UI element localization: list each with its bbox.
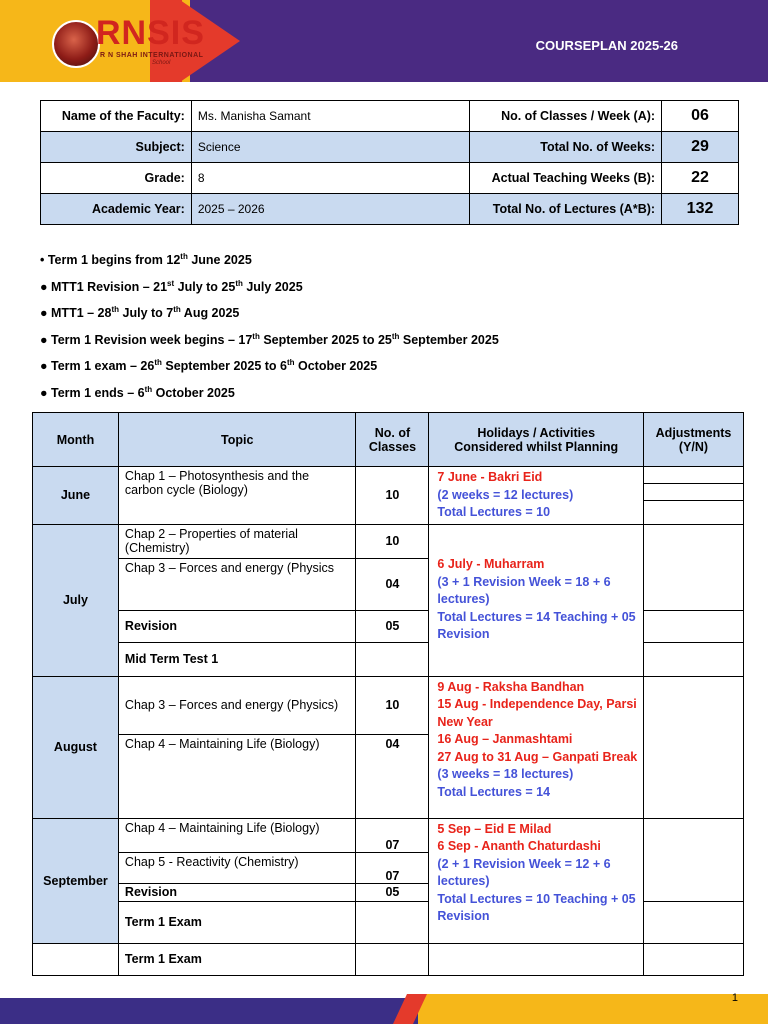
course-plan-table bbox=[32, 412, 744, 976]
adjustment-cell bbox=[644, 467, 744, 525]
faculty-value: Ms. Manisha Samant bbox=[191, 101, 470, 132]
topic-cell: Chap 5 - Reactivity (Chemistry) bbox=[118, 852, 356, 883]
page-number: 1 bbox=[731, 992, 738, 1004]
info-row bbox=[41, 194, 739, 225]
topic-cell: Chap 1 – Photosynthesis and the carbon cycle (Biology) bbox=[118, 467, 356, 525]
term-schedule-list bbox=[40, 252, 499, 412]
adjustment-cell bbox=[644, 943, 744, 975]
page-footer bbox=[0, 994, 768, 1024]
topic-cell: Term 1 Exam bbox=[118, 943, 356, 975]
holidays-cell: 7 June - Bakri Eid (2 weeks = 12 lectures) Total Lectures = 10 bbox=[429, 467, 644, 525]
topic-cell: Chap 4 – Maintaining Life (Biology) bbox=[118, 734, 356, 818]
classes-cell: 10 bbox=[356, 467, 429, 525]
topic-cell: Mid Term Test 1 bbox=[118, 642, 356, 676]
holidays-header: Holidays / Activities Considered whilst Planning bbox=[429, 413, 644, 467]
classes-per-week-label: No. of Classes / Week (A): bbox=[470, 101, 662, 132]
classes-cell: 10 bbox=[356, 676, 429, 734]
subject-label: Subject: bbox=[41, 132, 192, 163]
classes-cell: 05 bbox=[356, 883, 429, 901]
topic-cell: Term 1 Exam bbox=[118, 901, 356, 943]
info-row bbox=[41, 101, 739, 132]
month-header: Month bbox=[33, 413, 119, 467]
adjustments-header: Adjustments (Y/N) bbox=[644, 413, 744, 467]
info-row bbox=[41, 132, 739, 163]
month-august: August bbox=[33, 676, 119, 818]
total-lectures-label: Total No. of Lectures (A*B): bbox=[470, 194, 662, 225]
classes-cell: 10 bbox=[356, 524, 429, 558]
teaching-weeks-label: Actual Teaching Weeks (B): bbox=[470, 163, 662, 194]
classes-cell: 05 bbox=[356, 610, 429, 642]
list-item: ● Term 1 ends – 6th October 2025 bbox=[40, 384, 235, 401]
course-plan-title: COURSEPLAN 2025-26 bbox=[535, 38, 678, 53]
classes-cell bbox=[356, 642, 429, 676]
table-header-row bbox=[33, 413, 744, 467]
total-lectures-value: 132 bbox=[662, 194, 739, 225]
holidays-cell bbox=[429, 943, 644, 975]
footer-blue-band bbox=[0, 998, 430, 1024]
table-row bbox=[33, 524, 744, 558]
adjustment-cell bbox=[644, 901, 744, 943]
total-weeks-label: Total No. of Weeks: bbox=[470, 132, 662, 163]
month-july: July bbox=[33, 524, 119, 676]
adjustment-cell bbox=[644, 524, 744, 610]
faculty-info-table bbox=[40, 100, 739, 225]
topic-cell: Chap 3 – Forces and energy (Physics) bbox=[118, 676, 356, 734]
academic-year-value: 2025 – 2026 bbox=[191, 194, 470, 225]
school-logo-text: RNSIS bbox=[96, 14, 205, 52]
info-row bbox=[41, 163, 739, 194]
month-september: September bbox=[33, 818, 119, 943]
adjustment-cell bbox=[644, 676, 744, 818]
topic-cell: Chap 4 – Maintaining Life (Biology) bbox=[118, 818, 356, 852]
faculty-label: Name of the Faculty: bbox=[41, 101, 192, 132]
classes-header: No. of Classes bbox=[356, 413, 429, 467]
holidays-cell: 5 Sep – Eid E Milad 6 Sep - Ananth Chaturdashi (2 + 1 Revision Week = 12 + 6 lectures) Total Lectures = 10 Teaching + 05 Revision bbox=[429, 818, 644, 943]
table-row bbox=[33, 943, 744, 975]
adjustment-cell bbox=[644, 642, 744, 676]
classes-cell: 04 bbox=[356, 558, 429, 610]
topic-cell: Revision bbox=[118, 610, 356, 642]
list-item: ● Term 1 exam – 26th September 2025 to 6th October 2025 bbox=[40, 358, 378, 374]
grade-value: 8 bbox=[191, 163, 470, 194]
holidays-cell: 6 July - Muharram (3 + 1 Revision Week = 18 + 6 lectures) Total Lectures = 14 Teaching + 05 Revision bbox=[429, 524, 644, 676]
teaching-weeks-value: 22 bbox=[662, 163, 739, 194]
month-cell bbox=[33, 943, 119, 975]
footer-yellow-band bbox=[418, 994, 768, 1024]
holidays-cell: 9 Aug - Raksha Bandhan 15 Aug - Independence Day, Parsi New Year 16 Aug – Janmashtami 27 Aug to 31 Aug – Ganpati Break (3 weeks = 18 lectures) Total Lectures = 14 bbox=[429, 676, 644, 818]
classes-cell: 04 bbox=[356, 734, 429, 818]
topic-cell: Chap 3 – Forces and energy (Physics bbox=[118, 558, 356, 610]
topic-cell: Chap 2 – Properties of material (Chemistry) bbox=[118, 524, 356, 558]
classes-per-week-value: 06 bbox=[662, 101, 739, 132]
school-logo-subtitle-2: School bbox=[152, 60, 171, 66]
month-june: June bbox=[33, 467, 119, 525]
topic-header: Topic bbox=[118, 413, 356, 467]
page-header bbox=[0, 0, 768, 82]
list-item: • Term 1 begins from 12th June 2025 bbox=[40, 252, 252, 268]
list-item: ● MTT1 Revision – 21st July to 25th July 2025 bbox=[40, 278, 303, 294]
adjustment-cell bbox=[644, 610, 744, 642]
classes-cell: 07 bbox=[356, 818, 429, 852]
school-logo-emblem-icon bbox=[52, 20, 100, 68]
table-row bbox=[33, 676, 744, 734]
classes-cell bbox=[356, 943, 429, 975]
total-weeks-value: 29 bbox=[662, 132, 739, 163]
topic-cell: Revision bbox=[118, 883, 356, 901]
classes-cell bbox=[356, 901, 429, 943]
grade-label: Grade: bbox=[41, 163, 192, 194]
academic-year-label: Academic Year: bbox=[41, 194, 192, 225]
table-row bbox=[33, 818, 744, 852]
list-item: ● Term 1 Revision week begins – 17th September 2025 to 25th September 2025 bbox=[40, 331, 499, 347]
adjustment-cell bbox=[644, 818, 744, 901]
school-logo-subtitle: R N SHAH INTERNATIONAL bbox=[100, 52, 204, 59]
list-item: ● MTT1 – 28th July to 7th Aug 2025 bbox=[40, 305, 240, 321]
classes-cell: 07 bbox=[356, 852, 429, 883]
subject-value: Science bbox=[191, 132, 470, 163]
table-row bbox=[33, 467, 744, 525]
